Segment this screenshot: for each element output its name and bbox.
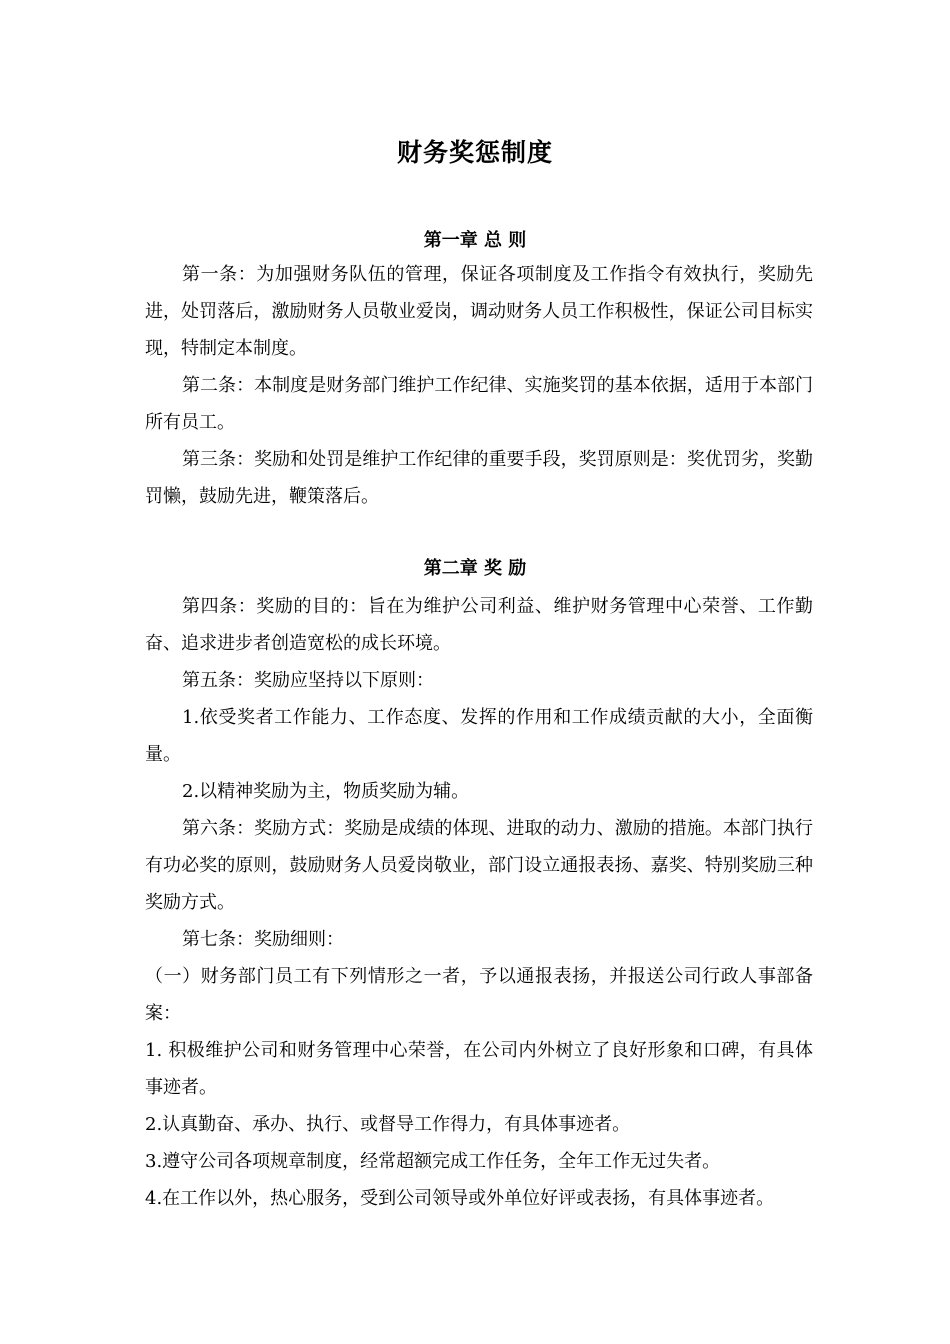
clause-1-item-2: 2.认真勤奋、承办、执行、或督导工作得力，有具体事迹者。 [145, 1114, 631, 1135]
article-5-item-1: 1.依受奖者工作能力、工作态度、发挥的作用和工作成绩贡献的大小，全面衡量。 [145, 707, 813, 765]
chapter-2-heading: 第二章 奖 励 [423, 558, 527, 579]
chapter-2-body [145, 588, 813, 1217]
clause-1-item-4: 4.在工作以外，热心服务，受到公司领导或外单位好评或表扬，有具体事迹者。 [145, 1188, 775, 1209]
document-title: 财务奖惩制度 [396, 138, 553, 167]
clause-1: （一）财务部门员工有下列情形之一者，予以通报表扬，并报送公司行政人事部备案： [145, 966, 813, 1024]
article-4: 第四条：奖励的目的：旨在为维护公司利益、维护财务管理中心荣誉、工作勤奋、追求进步者创造宽松的成长环境。 [145, 596, 813, 654]
clause-1-item-3: 3.遵守公司各项规章制度，经常超额完成工作任务，全年工作无过失者。 [145, 1151, 721, 1172]
article-1: 第一条：为加强财务队伍的管理，保证各项制度及工作指令有效执行，奖励先进，处罚落后，激励财务人员敬业爱岗，调动财务人员工作积极性，保证公司目标实现，特制定本制度。 [145, 264, 813, 359]
article-3: 第三条：奖励和处罚是维护工作纪律的重要手段，奖罚原则是：奖优罚劣，奖勤罚懒，鼓励先进，鞭策落后。 [145, 449, 813, 507]
chapter-1-body [145, 256, 813, 515]
article-5: 第五条：奖励应坚持以下原则： [182, 670, 434, 691]
clause-1-item-1: 1. 积极维护公司和财务管理中心荣誉，在公司内外树立了良好形象和口碑，有具体事迹者。 [145, 1040, 813, 1098]
article-7: 第七条：奖励细则： [182, 929, 344, 950]
article-6: 第六条：奖励方式：奖励是成绩的体现、进取的动力、激励的措施。本部门执行有功必奖的原则，鼓励财务人员爱岗敬业，部门设立通报表扬、嘉奖、特别奖励三种奖励方式。 [145, 818, 813, 913]
article-2: 第二条：本制度是财务部门维护工作纪律、实施奖罚的基本依据，适用于本部门所有员工。 [145, 375, 813, 433]
chapter-1-heading: 第一章 总 则 [423, 230, 527, 251]
article-5-item-2: 2.以精神奖励为主，物质奖励为辅。 [182, 781, 470, 802]
